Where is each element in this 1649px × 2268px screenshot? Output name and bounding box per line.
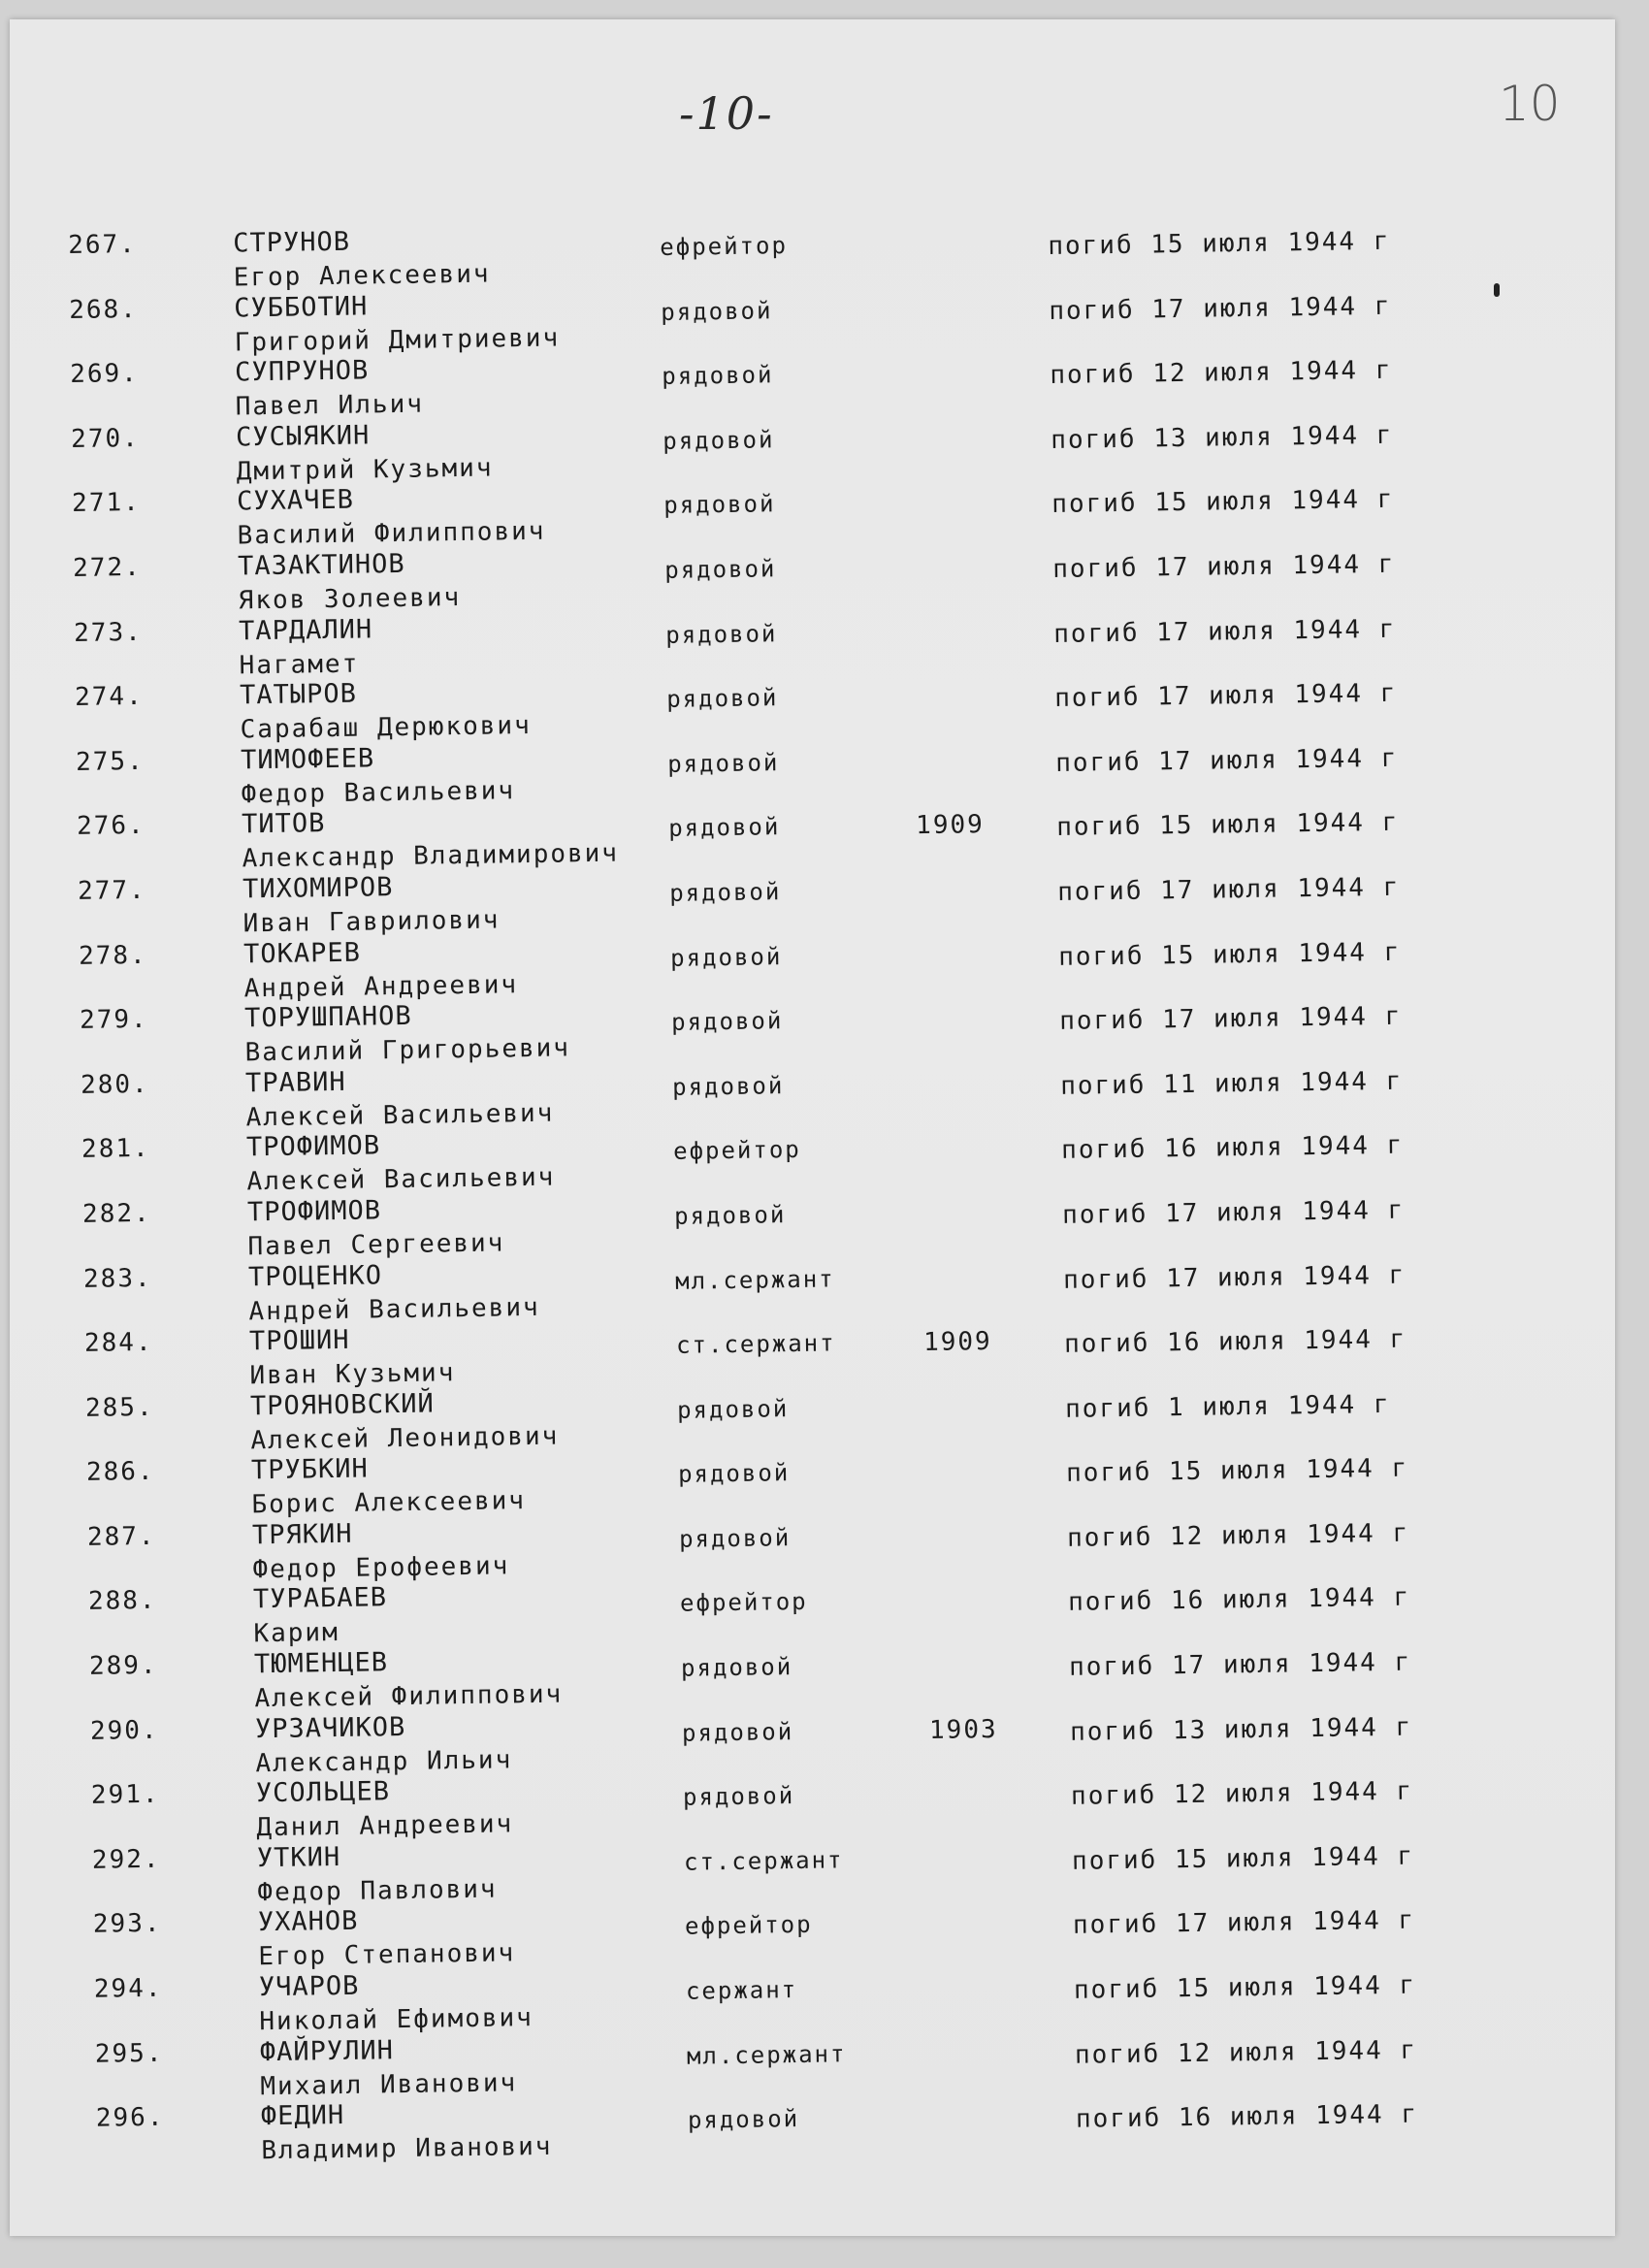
record-number: 283. — [82, 1263, 152, 1294]
record-given-name: Яков Золеевич — [238, 583, 462, 616]
record-rank: ефрейтор — [684, 1911, 813, 1941]
record-surname: ФЕДИН — [260, 2100, 345, 2132]
record-given-name: Сарабаш Дерюкович — [240, 711, 532, 745]
record-death: погиб 16 июля 1944 г — [1060, 1130, 1405, 1166]
record-given-name: Алексей Васильевич — [245, 1098, 555, 1133]
record-rank: рядовой — [687, 2105, 800, 2134]
record-surname: ТРЯКИН — [251, 1518, 353, 1551]
record-given-name: Павел Сергеевич — [247, 1228, 505, 1262]
record-number: 287. — [86, 1521, 156, 1552]
record-given-name: Федор Павлович — [257, 1874, 498, 1908]
record-number: 292. — [91, 1844, 161, 1875]
record-number: 294. — [93, 1973, 163, 2004]
record-death: погиб 17 июля 1944 г — [1049, 291, 1392, 326]
record-death: погиб 12 июля 1944 г — [1050, 355, 1393, 391]
record-rank: рядовой — [670, 1007, 784, 1036]
record-birth-year: 1909 — [915, 810, 986, 841]
record-death: погиб 12 июля 1944 г — [1066, 1518, 1410, 1553]
record-number: 284. — [83, 1327, 153, 1358]
record-death: погиб 17 июля 1944 г — [1052, 549, 1396, 584]
record-number: 278. — [78, 940, 147, 971]
record-surname: ТЮМЕНЦЕВ — [253, 1647, 389, 1680]
record-number: 268. — [68, 294, 139, 325]
record-death: погиб 17 июля 1944 г — [1061, 1195, 1406, 1230]
record-death: погиб 16 июля 1944 г — [1063, 1324, 1407, 1359]
record-surname: ТИТОВ — [241, 808, 326, 840]
record-rank: рядовой — [677, 1459, 791, 1489]
record-rank: рядовой — [673, 1201, 787, 1230]
record-surname: ТРОФИМОВ — [246, 1195, 382, 1228]
record-surname: ТРОШИН — [248, 1324, 350, 1357]
ink-mark — [1494, 283, 1500, 297]
record-surname: ФАЙРУЛИН — [259, 2034, 395, 2067]
record-surname: СУСЫЯКИН — [235, 420, 371, 453]
record-given-name: Николай Ефимович — [259, 2003, 534, 2037]
record-death: погиб 15 июля 1944 г — [1073, 1970, 1417, 2005]
record-given-name: Дмитрий Кузьмич — [236, 453, 494, 487]
record-given-name: Данил Андреевич — [256, 1809, 514, 1843]
record-death: погиб 16 июля 1944 г — [1075, 2099, 1419, 2135]
record-rank: рядовой — [664, 555, 777, 584]
record-given-name: Андрей Васильевич — [248, 1292, 540, 1326]
record-number: 289. — [88, 1650, 158, 1681]
record-rank: рядовой — [668, 878, 782, 907]
record-surname: ТРОЯНОВСКИЙ — [249, 1388, 436, 1422]
record-surname: ТРАВИН — [244, 1066, 346, 1099]
document-page — [10, 19, 1615, 2236]
record-number: 269. — [69, 359, 140, 390]
record-death: погиб 15 июля 1944 г — [1056, 808, 1400, 843]
record-number: 285. — [84, 1392, 154, 1423]
record-rank: рядовой — [676, 1394, 790, 1424]
record-number: 272. — [72, 552, 143, 583]
record-death: погиб 17 июля 1944 г — [1057, 872, 1401, 907]
record-rank: рядовой — [680, 1653, 793, 1682]
record-rank: рядовой — [668, 813, 781, 843]
record-number: 288. — [87, 1586, 157, 1617]
record-surname: ТИХОМИРОВ — [242, 872, 394, 905]
record-number: 271. — [71, 488, 142, 519]
record-given-name: Борис Алексеевич — [251, 1486, 527, 1520]
record-number: 290. — [89, 1715, 159, 1746]
record-death: погиб 17 июля 1944 г — [1058, 1001, 1403, 1037]
record-death: погиб 12 июля 1944 г — [1070, 1776, 1414, 1812]
record-rank: ефрейтор — [679, 1588, 808, 1618]
record-given-name: Василий Григорьевич — [244, 1033, 571, 1068]
record-surname: СУХАЧЕВ — [236, 485, 355, 517]
record-given-name: Андрей Андреевич — [243, 969, 519, 1003]
record-number: 293. — [92, 1909, 162, 1940]
record-death: погиб 15 июля 1944 г — [1065, 1453, 1409, 1489]
record-rank: мл.сержант — [674, 1264, 835, 1295]
record-rank: рядовой — [667, 748, 780, 778]
record-surname: ТУРАБАЕВ — [252, 1582, 388, 1615]
record-surname: УХАНОВ — [257, 1906, 359, 1938]
record-surname: ТРОФИМОВ — [245, 1130, 381, 1163]
record-given-name: Александр Ильич — [255, 1745, 513, 1778]
record-rank: рядовой — [662, 361, 774, 391]
record-rank: рядовой — [669, 942, 783, 972]
record-rank: рядовой — [681, 1717, 794, 1747]
record-given-name: Александр Владимирович — [242, 838, 620, 874]
page-number-corner: 10 — [1499, 76, 1561, 132]
record-number: 276. — [76, 811, 146, 842]
record-death: погиб 15 июля 1944 г — [1071, 1841, 1415, 1876]
record-death: погиб 17 июля 1944 г — [1054, 678, 1398, 714]
record-death: погиб 1 июля 1944 г — [1064, 1389, 1391, 1424]
record-rank: ефрейтор — [672, 1136, 801, 1166]
record-death: погиб 11 июля 1944 г — [1059, 1066, 1404, 1101]
record-death: погиб 12 июля 1944 г — [1074, 2035, 1418, 2070]
record-surname: ТРОЦЕНКО — [247, 1259, 383, 1292]
record-given-name: Егор Степанович — [258, 1938, 516, 1972]
record-surname: УТКИН — [256, 1841, 341, 1874]
record-surname: СУПРУНОВ — [234, 355, 370, 388]
record-given-name: Алексей Васильевич — [246, 1162, 556, 1197]
record-given-name: Михаил Иванович — [260, 2067, 518, 2101]
record-number: 267. — [68, 229, 138, 260]
record-death: погиб 17 июля 1944 г — [1062, 1260, 1406, 1295]
records-list — [68, 211, 1493, 2169]
record-number: 275. — [75, 746, 145, 777]
record-given-name: Павел Ильич — [235, 389, 425, 422]
record-surname: ТОКАРЕВ — [242, 937, 362, 969]
record-rank: сержант — [685, 1976, 798, 2005]
record-given-name: Федор Ерофеевич — [252, 1551, 510, 1585]
record-given-name: Федор Васильевич — [241, 775, 516, 810]
record-death: погиб 17 июля 1944 г — [1055, 743, 1399, 778]
record-rank: рядовой — [678, 1523, 792, 1553]
record-number: 277. — [77, 875, 146, 906]
record-death: погиб 16 июля 1944 г — [1067, 1583, 1411, 1618]
record-number: 286. — [85, 1457, 155, 1488]
record-death: погиб 15 июля 1944 г — [1057, 937, 1402, 972]
record-given-name: Григорий Дмитриевич — [234, 323, 561, 358]
record-number: 282. — [81, 1198, 151, 1229]
record-rank: рядовой — [682, 1782, 795, 1812]
record-death: погиб 13 июля 1944 г — [1069, 1712, 1413, 1747]
record-given-name: Василий Филиппович — [237, 517, 546, 551]
record-death: погиб 17 июля 1944 г — [1072, 1906, 1416, 1941]
record-surname: ТИМОФЕЕВ — [240, 743, 375, 776]
record-given-name: Егор Алексеевич — [233, 259, 491, 293]
record-rank: рядовой — [663, 490, 776, 520]
record-given-name: Нагамет — [239, 649, 360, 680]
record-number: 270. — [70, 423, 141, 454]
record-given-name: Карим — [253, 1618, 340, 1649]
record-death: погиб 15 июля 1944 г — [1051, 485, 1395, 520]
record-surname: СУББОТИН — [233, 291, 369, 324]
record-rank: ст.сержант — [675, 1329, 836, 1359]
record-surname: ТАЗАКТИНОВ — [237, 548, 405, 582]
record-surname: ТАРДАЛИН — [238, 613, 373, 646]
record-number: 273. — [73, 617, 143, 648]
record-rank: рядовой — [663, 426, 775, 455]
record-birth-year: 1903 — [928, 1714, 998, 1745]
record-number: 296. — [95, 2102, 165, 2134]
record-rank: мл.сержант — [686, 2039, 847, 2070]
record-given-name: Алексей Леонидович — [250, 1421, 560, 1456]
record-death: погиб 17 июля 1944 г — [1053, 614, 1397, 649]
record-rank: ефрейтор — [660, 231, 789, 261]
record-rank: рядовой — [661, 296, 773, 326]
record-surname: ТАТЫРОВ — [239, 678, 358, 711]
record-surname: СТРУНОВ — [232, 226, 351, 259]
record-number: 279. — [79, 1004, 148, 1036]
record-surname: УЧАРОВ — [258, 1970, 360, 2003]
record-number: 274. — [74, 682, 144, 713]
record-surname: ТРУБКИН — [250, 1453, 369, 1486]
record-given-name: Алексей Филиппович — [254, 1679, 564, 1714]
record-death: погиб 15 июля 1944 г — [1048, 226, 1391, 262]
record-surname: ТОРУШПАНОВ — [243, 1000, 412, 1034]
record-rank: рядовой — [671, 1071, 785, 1101]
record-surname: УРЗАЧИКОВ — [254, 1711, 406, 1744]
record-rank: ст.сержант — [683, 1846, 844, 1876]
record-given-name: Иван Гаврилович — [242, 905, 501, 939]
record-birth-year: 1909 — [922, 1327, 992, 1358]
record-number: 281. — [81, 1134, 150, 1165]
record-death: погиб 13 июля 1944 г — [1051, 420, 1394, 455]
record-rank: рядовой — [666, 684, 779, 714]
record-surname: УСОЛЬЦЕВ — [255, 1776, 391, 1809]
record-death: погиб 17 июля 1944 г — [1068, 1647, 1412, 1682]
record-number: 280. — [80, 1069, 149, 1100]
record-given-name: Иван Кузьмич — [249, 1358, 456, 1391]
record-number: 295. — [94, 2038, 164, 2069]
record-rank: рядовой — [665, 619, 778, 649]
page-number-handwritten: -10- — [679, 87, 774, 140]
record-given-name: Владимир Иванович — [261, 2132, 553, 2166]
record-number: 291. — [90, 1780, 160, 1811]
